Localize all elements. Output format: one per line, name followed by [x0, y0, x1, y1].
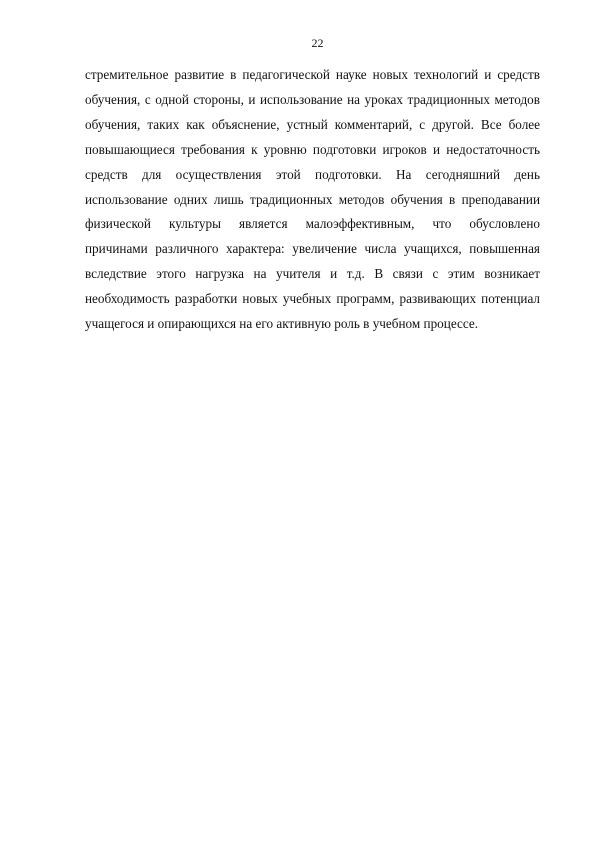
paragraph-line: необходимость разработки новых учебных программ, развивающих потенциал: [85, 291, 540, 307]
paragraph-line: причинами различного характера: увеличение числа учащихся, повышенная: [85, 241, 540, 257]
body-paragraph: [85, 63, 540, 337]
page-number: 22: [311, 36, 324, 50]
paragraph-line: повышающиеся требования к уровню подготовки игроков и недостаточность: [85, 141, 540, 157]
paragraph-line: стремительное развитие в педагогической науке новых технологий и средств: [85, 67, 540, 82]
paragraph-line: средств для осуществления этой подготовки. На сегодняшний день: [85, 166, 540, 182]
paragraph-line: обучения, таких как объяснение, устный комментарий, с другой. Все более: [85, 116, 540, 132]
paragraph-line: учащегося и опирающихся на его активную роль в учебном процессе.: [85, 316, 479, 332]
paragraph-line: обучения, с одной стороны, и использование на уроках традиционных методов: [85, 91, 540, 107]
paragraph-line: использование одних лишь традиционных методов обучения в преподавании: [85, 191, 540, 207]
paragraph-line: вследствие этого нагрузка на учителя и т.д. В связи с этим возникает: [85, 266, 540, 282]
paragraph-line: физической культуры является малоэффективным, что обусловлено: [85, 216, 540, 232]
